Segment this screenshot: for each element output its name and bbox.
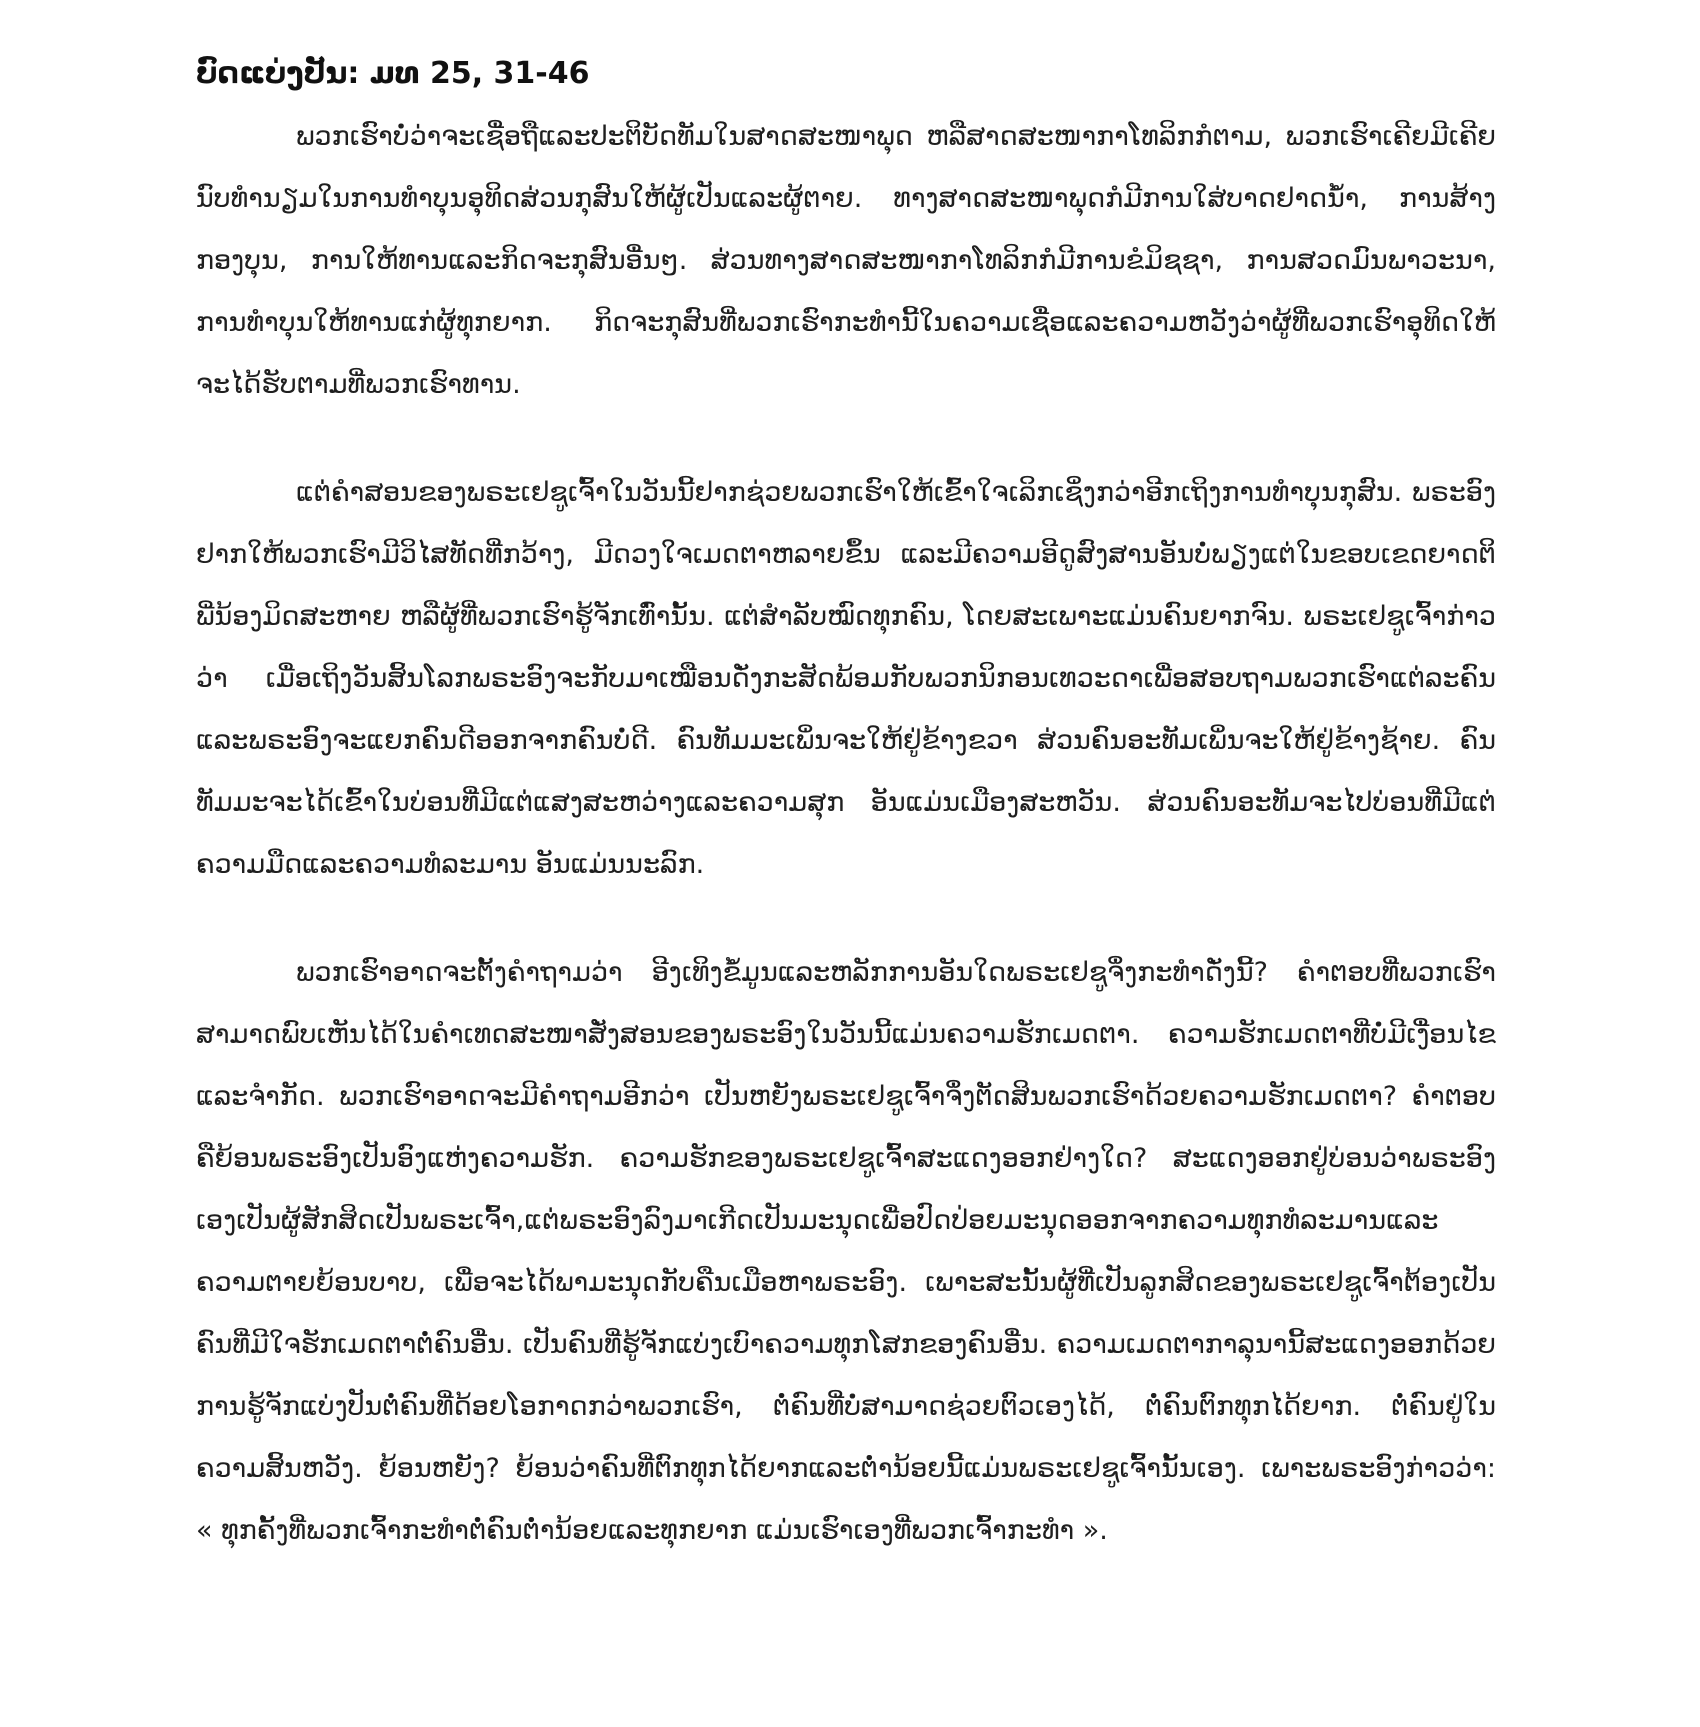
document-body: [196, 50, 1496, 1562]
document-title: ບົດແບ່ງປັນ: ມທ 25, 31-46: [196, 56, 590, 91]
paragraph-2: ແຕ່ຄຳສອນຂອງພຣະເຢຊູເຈົ້າໃນວັນນີ້ຢາກຊ່ວຍພວກເຮົາໃຫ້ເຂົ້າໃຈເລິກເຊິ່ງກວ່າອີກເຖິງການທຳບຸນກຸສົນ. ພຣະອົງຢາກໃຫ້ພວກເຮົາມີວິໄສທັດທີ່ກວ້າງ, ມີດວງໃຈເມດຕາຫລາຍຂຶ້ນ ແລະມີຄວາມອີດູສົງສານອັນບໍ່ພຽງແຕ່ໃນຂອບເຂດຍາດຕິພີ່ນ້ອງມິດສະຫາຍ ຫລືຜູ້ທີ່ພວກເຮົາຮູ້ຈັກເທົ່ານັ້ນ. ແຕ່ສຳລັບໝົດທຸກຄົນ, ໂດຍສະເພາະແມ່ນຄົນຍາກຈົນ. ພຣະເຢຊູເຈົ້າກ່າວວ່າ ເມື່ອເຖິງວັນສິ້ນໂລກພຣະອົງຈະກັບມາເໝືອນດັ່ງກະສັດພ້ອມກັບພວກນິກອນເທວະດາເພື່ອສອບຖາມພວກເຮົາແຕ່ລະຄົນ ແລະພຣະອົງຈະແຍກຄົນດີອອກຈາກຄົນບໍ່ດີ. ຄົນທັມມະເພິ່ນຈະໃຫ້ຢູ່ຂ້າງຂວາ ສ່ວນຄົນອະທັມເພິ່ນຈະໃຫ້ຢູ່ຂ້າງຊ້າຍ. ຄົນທັມມະຈະໄດ້ເຂົ້າໃນບ່ອນທີ່ມີແຕ່ແສງສະຫວ່າງແລະຄວາມສຸກ ອັນແມ່ນເມືອງສະຫວັນ. ສ່ວນຄົນອະທັມຈະໄປບ່ອນທີ່ມີແຕ່ຄວາມມືດແລະຄວາມທໍລະມານ ອັນແມ່ນນະລົກ.: [196, 477, 1496, 880]
paragraph-1: ພວກເຮົາບໍ່ວ່າຈະເຊື່ອຖືແລະປະຕິບັດທັມໃນສາດສະໜາພຸດ ຫລືສາດສະໜາກາໂທລິກກໍຕາມ, ພວກເຮົາເຄີຍມີເຄີຍນົບທຳນຽມໃນການທຳບຸນອຸທິດສ່ວນກຸສົນໃຫ້ຜູ້ເປັນແລະຜູ້ຕາຍ. ທາງສາດສະໜາພຸດກໍມີການໃສ່ບາດຢາດນ້ຳ, ການສ້າງກອງບຸນ, ການໃຫ້ທານແລະກິດຈະກຸສົນອື່ນໆ. ສ່ວນທາງສາດສະໜາກາໂທລິກກໍມີການຂໍມິຊຊາ, ການສວດມົນພາວະນາ, ການທຳບຸນໃຫ້ທານແກ່ຜູ້ທຸກຍາກ. ກິດຈະກຸສົນທີ່ພວກເຮົາກະທຳນີ້ໃນຄວາມເຊື່ອແລະຄວາມຫວັງວ່າຜູ້ທີ່ພວກເຮົາອຸທິດໃຫ້ຈະໄດ້ຮັບຕາມທີ່ພວກເຮົາທານ.: [196, 121, 1496, 400]
paragraph-3: ພວກເຮົາອາດຈະຕັ້ງຄຳຖາມວ່າ ອີງເທິງຂໍ້ມູນແລະຫລັກການອັນໃດພຣະເຢຊູຈຶ່ງກະທຳດັ່ງນີ້? ຄຳຕອບທີ່ພວກເຮົາສາມາດພົບເຫັນໄດ້ໃນຄຳເທດສະໜາສັ່ງສອນຂອງພຣະອົງໃນວັນນີ້ແມ່ນຄວາມຮັກເມດຕາ. ຄວາມຮັກເມດຕາທີ່ບໍ່ມີເງື່ອນໄຂແລະຈຳກັດ. ພວກເຮົາອາດຈະມີຄຳຖາມອີກວ່າ ເປັນຫຍັງພຣະເຢຊູເຈົ້າຈຶ່ງຕັດສິນພວກເຮົາດ້ວຍຄວາມຮັກເມດຕາ? ຄຳຕອບຄືຍ້ອນພຣະອົງເປັນອົງແຫ່ງຄວາມຮັກ. ຄວາມຮັກຂອງພຣະເຢຊູເຈົ້າສະແດງອອກຢ່າງໃດ? ສະແດງອອກຢູ່ບ່ອນວ່າພຣະອົງເອງເປັນຜູ້ສັກສິດເປັນພຣະເຈົ້າ,ແຕ່ພຣະອົງລົງມາເກີດເປັນມະນຸດເພື່ອປົດປ່ອຍມະນຸດອອກຈາກຄວາມທຸກທໍລະມານແລະຄວາມຕາຍຍ້ອນບາບ, ເພື່ອຈະໄດ້ພາມະນຸດກັບຄືນເມືອຫາພຣະອົງ. ເພາະສະນັ້ນຜູ້ທີ່ເປັນລູກສິດຂອງພຣະເຢຊູເຈົ້າຕ້ອງເປັນຄົນທີ່ມີໃຈຮັກເມດຕາຕໍ່ຄົນອື່ນ. ເປັນຄົນທີ່ຮູ້ຈັກແບ່ງເບົາຄວາມທຸກໂສກຂອງຄົນອື່ນ. ຄວາມເມດຕາກາລຸນານີ້ສະແດງອອກດ້ວຍການຮູ້ຈັກແບ່ງປັນຕໍ່ຄົນທີ່ດ້ອຍໂອກາດກວ່າພວກເຮົາ, ຕໍ່ຄົນທີ່ບໍ່ສາມາດຊ່ວຍຕົວເອງໄດ້, ຕໍ່ຄົນຕົກທຸກໄດ້ຍາກ. ຕໍ່ຄົນຢູ່ໃນຄວາມສິ້ນຫວັງ. ຍ້ອນຫຍັງ? ຍ້ອນວ່າຄົນທີ່ຕົກທຸກໄດ້ຍາກແລະຕໍ່ານ້ອຍນີ້ແມ່ນພຣະເຢຊູເຈົ້ານັ້ນເອງ. ເພາະພຣະອົງກ່າວວ່າ: « ທຸກຄັ້ງທີ່ພວກເຈົ້າກະທຳຕໍ່ຄົນຕໍ່ານ້ອຍແລະທຸກຍາກ ແມ່ນເຮົາເອງທີ່ພວກເຈົ້າກະທຳ ».: [196, 957, 1496, 1546]
